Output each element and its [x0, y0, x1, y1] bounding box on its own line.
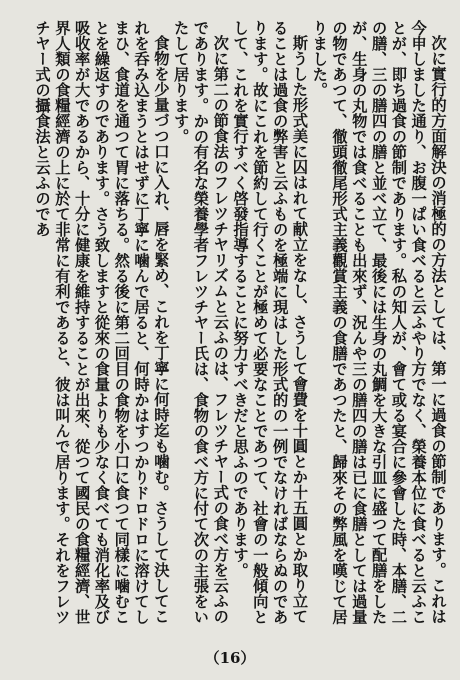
paragraph-overeating-restraint: 次に實行的方面解決の消極的の方法としては、第一に過食の節制であります。これは今申しました通り、お腹一ぱい食べると云ふやり方でなく、榮養本位に食べると云ふことが、即ち過食の節制であります。私の知人が、會て或る宴合に參會した時、本膳、二の膳、三の膳四の膳と並べ立て、最後には生身の丸鯛を大きな引皿に盛つて配膳をしたが、生身の丸物では食べることも出來ず、況んや三の膳四の膳は已に食膳としては過量の物であつて、徹頭徹尾形式主義觀賞主義の食膳であつたと、歸來その弊風を嘆じて居りました。: [310, 20, 447, 625]
paragraph-fletcher-method: 食物を少量づつ口に入れ、唇を緊め、これを丁寧に何時迄も噛む。さうして決してこれを呑み込まうとはせずに丁寧に噛んで居ると、何時かはすつかりドロドロに溶けてしまひ、食道を通つて胃に落ちる。然る後に第二回目の食物を小口に食つて同樣に噛むことを繰返すのであります。さう致しますと從來の食量よりも少なく食べても消化率及び吸收率が大であるから、十分に健康を維持することが出來、從つて國民の食糧經濟、世界人類の食糧經濟の上に於て非常に有利であると、彼は叫んで居ります。それをフレツチヤー式の攝食法と云ふのであ: [33, 20, 170, 625]
paragraph-fletcherism-intro: 次に第二の節食法のフレツチヤリズムと云ふのは、フレツチヤー式の食べ方を云ふのであります。かの有名な榮養學者フレツチヤー氏は、食物の食べ方に付て次の主張をいたして居ります。: [171, 20, 230, 625]
paragraph-formalism-critique: 斯うした形式美に囚はれて献立をなし、さうして會費を十圓とか十五圓とか取り立てることは過食の弊害と云ふものを極端に現はした形式的の一例でなければならぬのであります。故にこれを節約して行くことが極めて必要なことであつて、社會の一般傾向として、これを實行すべく啓發指導することに努力すべきだと思ふのであります。: [231, 20, 309, 625]
vertical-text-block: [9, 20, 447, 632]
page-number: （16）: [204, 649, 256, 667]
